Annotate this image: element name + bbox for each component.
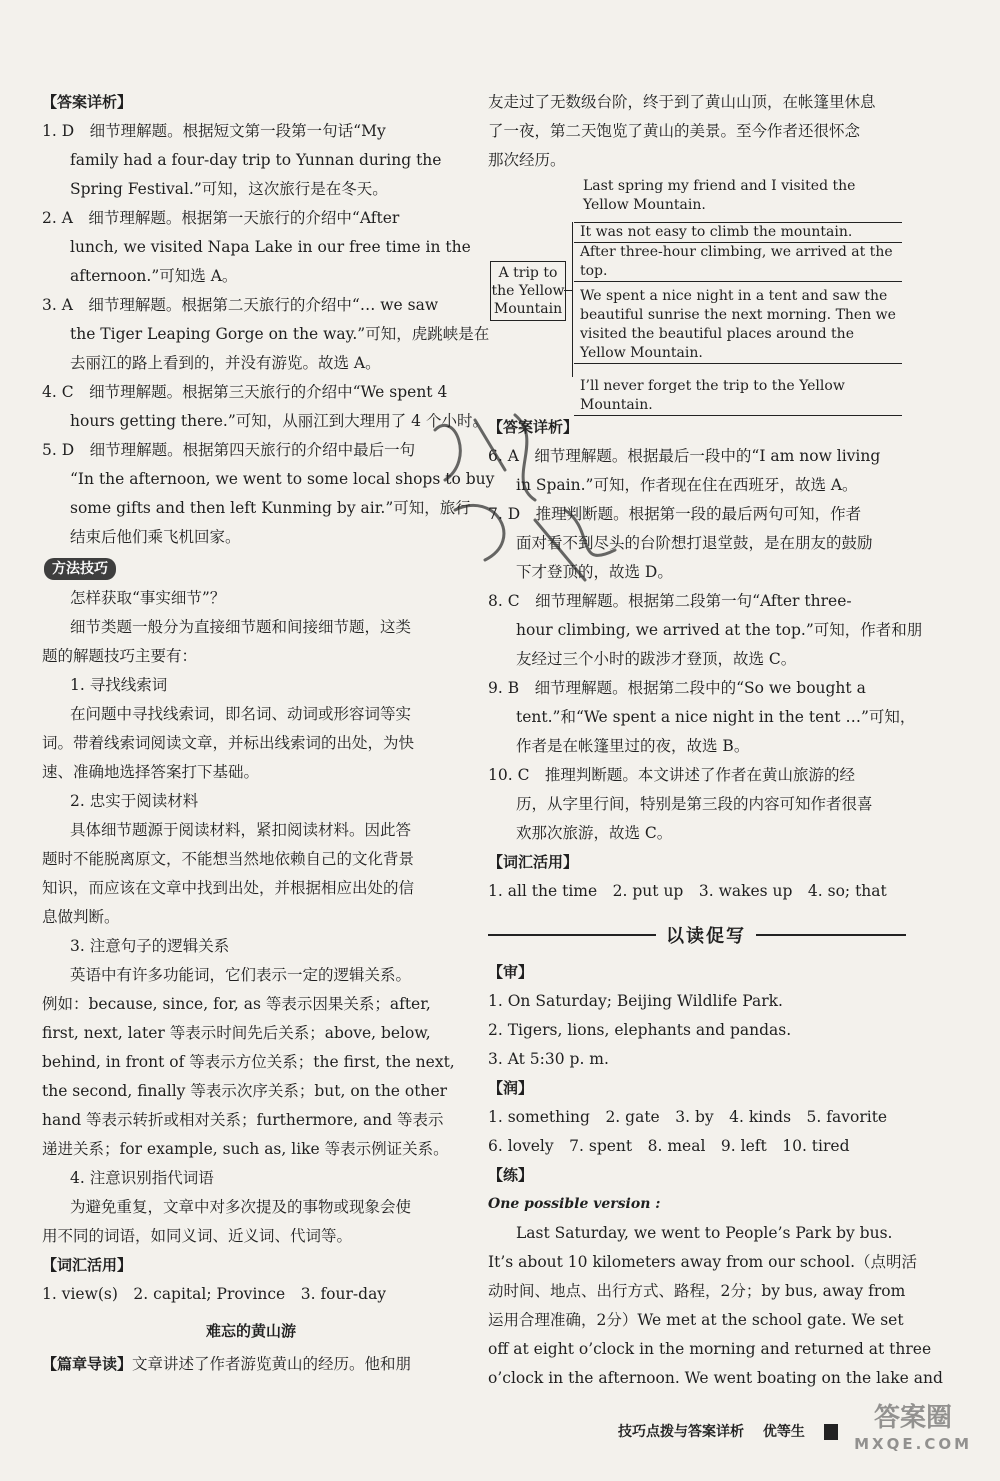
lian-header: 【练】 [488,1166,534,1184]
shen-item: 1. On Saturday; Beijing Wildlife Park. [488,992,783,1010]
section-rule-left [488,934,656,936]
guide-text: 文章讲述了作者游览黄山的经历。他和朋 [132,1355,412,1373]
possible-version-label: One possible version : [488,1196,661,1212]
diagram-item-4: I’ll never forget the trip to the Yellow Mountain. [574,377,902,416]
run-item: 6. lovely 7. spent 8. meal 9. left 10. tired [488,1137,850,1155]
shen-header: 【审】 [488,963,534,981]
diagram-item-2: After three-hour climbing, we arrived at the top. [574,243,902,282]
answer-9: 9. B 细节理解题。根据第二段中的“So we bought a tent.”和“We spent a nice night in the tent …”可知， 作者是在帐篷里过的夜，故选 B。 [488,679,916,755]
vocab-header: 【词汇活用】 [42,1256,133,1274]
answer-10: 10. C 推理判断题。本文讲述了作者在黄山旅游的经 历，从字里行间，特别是第三段的内容可知作者很喜 欢那次旅游，故选 C。 [488,766,873,842]
diagram-top-text: Last spring my friend and I visited the Yellow Mountain. [583,178,856,213]
run-item: 1. something 2. gate 3. by 4. kinds 5. favorite [488,1108,888,1126]
section-title [488,922,906,948]
handwriting-scrawl [415,400,635,600]
shen-item: 3. At 5:30 p. m. [488,1050,609,1068]
diagram-connector [564,290,572,291]
watermark-url: MXQE.COM [854,1435,972,1453]
vocab-answers: 1. view(s) 2. capital; Province 3. four-day [42,1285,387,1303]
method-section: 怎样获取“事实细节”？ 细节类题一般分为直接细节题和间接细节题，这类 题的解题技巧主要有： 1. 寻找线索词 在问题中寻找线索词，即名词、动词或形容词等实 词。带着线索词阅读文章，并标出线索词的出处，为快 速、准确地选择答案打下基础。 2. 忠实于阅读材料 具体细节题源于阅读材料，紧扣阅读材料。因此答 题时不能脱离原文，不能想当然地依赖自己的文化背景 知识，而应该在文章中找到出处，并根据相应出处的信 息做判断。 3. 注意句子的逻辑关系 英语中有许多功能词，它们表示一定的逻辑关系。 例如：because, since, for, as 等表示因果关系；after, first, next, later 等表示时间先后关系；above, below, behind, in front of 等表示方位关系；the first, the next, the second, finally 等表示次序关系；but, on the other hand 等表示转折或相对关系；furthermore, and 等表示 递进关系；for example, such as, like 等表示例证关系。 4. 注意识别指代词语 为避免重复，文章中对多次提及的事物或现象会使 用不同的词语，如同义词、近义词、代词等。 [42,589,455,1245]
answer-5: 5. D 细节理解题。根据第四天旅行的介绍中最后一句 “In the afternoon, we went to some local shops to buy some gifts and then left Kunming by air.”可知，旅行 结束后他们乘飞机回家。 [42,441,495,546]
left-column [42,88,495,1379]
guide-continued: 友走过了无数级台阶，终于到了黄山山顶，在帐篷里休息 了一夜，第二天饱览了黄山的美景。至今作者还很怀念 那次经历。 [488,93,876,169]
diagram-item-3: We spent a nice night in a tent and saw the beautiful sunrise the next morning. Then we visited the beautiful places around the Yellow Mountain. [574,287,902,364]
vocab-answers-2: 1. all the time 2. put up 3. wakes up 4. so; that [488,882,887,900]
footer-left-text: 技巧点拨与答案详析 [618,1424,744,1440]
answer-header-2: 【答案详析】 [488,418,579,436]
answer-8: 8. C 细节理解题。根据第二段第一句“After three- hour climbing, we arrived at the top.”可知，作者和朋 友经过三个小时的跋涉才登顶，故选 C。 [488,592,923,668]
answer-2: 2. A 细节理解题。根据第一天旅行的介绍中“After lunch, we visited Napa Lake in our free time in the afternoon.”可知选 A。 [42,209,471,285]
guide-header: 【篇章导读】 [42,1355,133,1373]
page-footer [618,1421,852,1441]
section-rule-right [756,934,906,936]
sample-essay: Last Saturday, we went to People’s Park by bus. It’s about 10 kilometers away from our school.（点明活 动时间、地点、出行方式、路程，2分；by bus, away from 运用合理准确，2分）We met at the school gate. We set off at eight o’clock in the morning and returned at three o’clock in the afternoon. We went boating on the lake and [488,1224,943,1387]
shen-item: 2. Tigers, lions, elephants and pandas. [488,1021,792,1039]
answer-4: 4. C 细节理解题。根据第三天旅行的介绍中“We spent 4 hours getting there.”可知，从丽江到大理用了 4 个小时。 [42,383,488,430]
page-number-box [824,1424,838,1440]
diagram-bracket [572,222,573,377]
run-header: 【润】 [488,1079,534,1097]
watermark-main: 答案圈 [874,1403,953,1433]
watermark-logo [854,1405,972,1457]
answer-header: 【答案详析】 [42,93,133,111]
answer-7: 7. D 推理判断题。根据第一段的最后两句可知，作者 面对看不到尽头的台阶想打退堂鼓，是在朋友的鼓励 下才登顶的，故选 D。 [488,505,873,581]
vocab-header-2: 【词汇活用】 [488,853,579,871]
answer-1: 1. D 细节理解题。根据短文第一段第一句话“My family had a four-day trip to Yunnan during the Spring Festival.”可知，这次旅行是在冬天。 [42,122,442,198]
answer-3: 3. A 细节理解题。根据第二天旅行的介绍中“… we saw the Tiger Leaping Gorge on the way.”可知，虎跳峡是在 去丽江的路上看到的，并没有游览。故选 A。 [42,296,490,372]
method-tag: 方法技巧 [44,558,116,580]
diagram-item-1: It was not easy to climb the mountain. [574,222,902,243]
right-column [488,88,943,1393]
article-title: 难忘的黄山游 [205,1322,296,1340]
guide-line [42,1350,460,1379]
footer-right-text: 优等生 [762,1424,805,1440]
section-title-label: 以读促写 [666,926,746,947]
diagram-root-box: A trip to the Yellow Mountain [490,261,566,321]
trip-diagram [488,177,906,413]
answer-6: 6. A 细节理解题。根据最后一段中的“I am now living in Spain.”可知，作者现在住在西班牙，故选 A。 [488,447,881,494]
